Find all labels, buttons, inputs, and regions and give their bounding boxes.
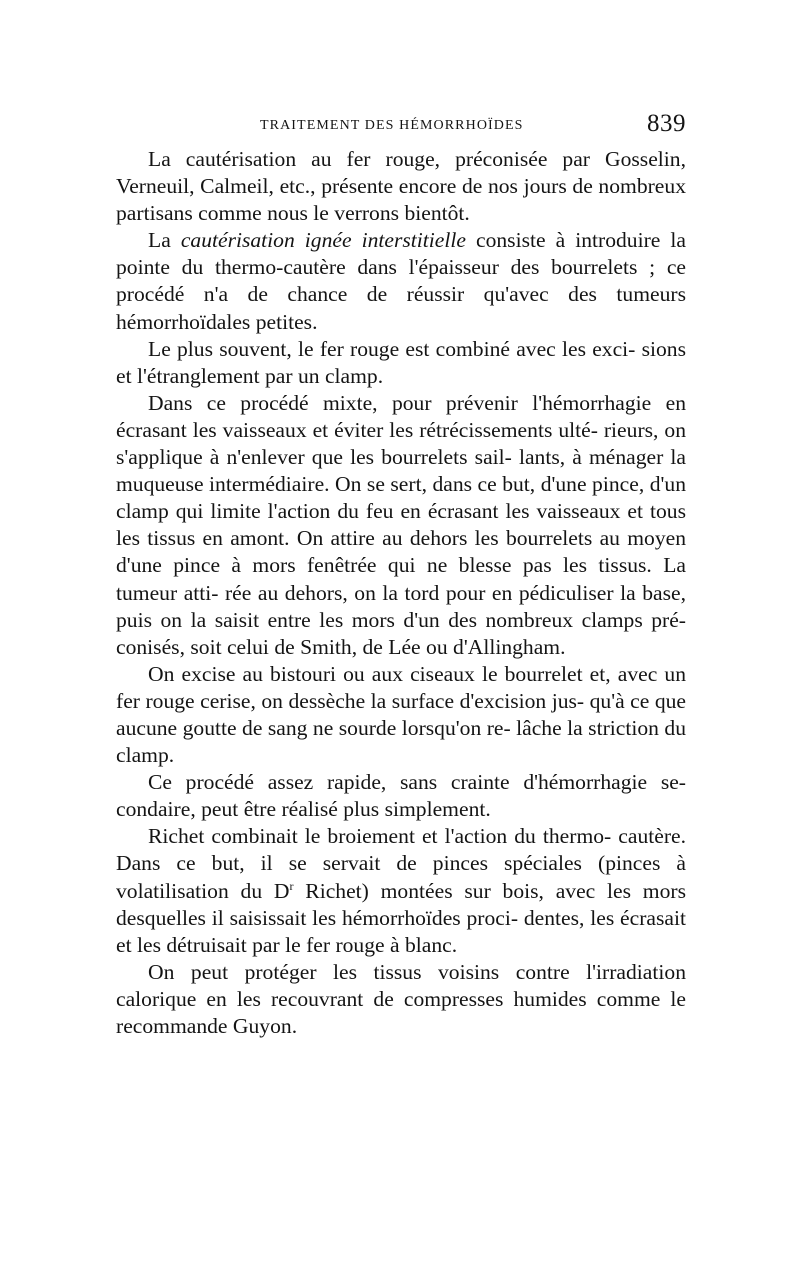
paragraph-mixed-procedure — [116, 390, 686, 661]
italic-term: cautérisation ignée interstitielle — [180, 228, 466, 253]
page-header — [116, 110, 686, 146]
paragraph-text: Ce procédé assez rapide, sans crainte d'hémorrhagie se- condaire, peut être réalisé plus simplement. — [116, 770, 686, 822]
paragraph-text-before: Richet combinait le broiement et l'action du thermo- cautère. Dans ce but, il se servait de pinces spéciales (pinces à volatilisation du D — [116, 824, 686, 903]
paragraph-text: On peut protéger les tissus voisins contre l'irradiation calorique en les recouvrant de compresses humides comme le recommande Guyon. — [116, 959, 686, 1038]
paragraph-text: La cautérisation au fer rouge, préconisée par Gosselin, Verneuil, Calmeil, etc., présente encore de nos jours de nombreux partisans comme nous le verrons bientôt. — [116, 147, 686, 226]
paragraph-text-after: consiste à introduire la pointe du thermo-cautère dans l'épaisseur des bourrelets ; ce procédé n'a de chance de réussir qu'avec des tumeurs hémorrhoïdales petites. — [116, 228, 686, 334]
paragraph-tissue-protection — [116, 959, 686, 1040]
superscript-r: r — [289, 878, 294, 893]
paragraph-excision — [116, 661, 686, 769]
paragraph-interstitial-cauterization — [116, 227, 686, 335]
paragraph-text-after: Richet) montées sur bois, avec les mors desquelles il saisissait les hémorrhoïdes proci- dentes, les écrasait et les détruisait par le fer rouge à blanc. — [116, 878, 686, 957]
page-number: 839 — [647, 110, 686, 137]
paragraph-thermocautery-intro — [116, 146, 686, 227]
paragraph-text: Le plus souvent, le fer rouge est combiné avec les exci- sions et l'étranglement par un clamp. — [116, 336, 686, 388]
paragraph-rapid-procedure — [116, 769, 686, 823]
paragraph-richet-method — [116, 823, 686, 958]
paragraph-combined-method — [116, 336, 686, 390]
running-head: TRAITEMENT DES HÉMORRHOÏDES — [260, 118, 524, 133]
book-page — [116, 110, 686, 1040]
paragraph-text: Dans ce procédé mixte, pour prévenir l'hémorrhagie en écrasant les vaisseaux et éviter les rétrécissements ulté- rieurs, on s'applique à n'enlever que les bourrelets sail- lants, à ménager la muqueuse intermédiaire. On se sert, dans ce but, d'une pince, d'un clamp qui limite l'action du feu en écrasant les vaisseaux et tous les tissus en amont. On attire au dehors les bourrelets au moyen d'une pince à mors fenêtrée qui ne blesse pas les tissus. La tumeur atti- rée au dehors, on la tord pour en pédiculiser la base, puis on la saisit entre les mors d'un des nombreux clamps pré- conisés, soit celui de Smith, de Lée ou d'Allingham. — [116, 390, 686, 659]
paragraph-text-before: La — [148, 228, 181, 253]
body-text — [116, 146, 686, 1040]
paragraph-text: On excise au bistouri ou aux ciseaux le bourrelet et, avec un fer rouge cerise, on dessèche la surface d'excision jus- qu'à ce que aucune goutte de sang ne sourde lorsqu'on re- lâche la striction du clamp. — [116, 661, 686, 768]
